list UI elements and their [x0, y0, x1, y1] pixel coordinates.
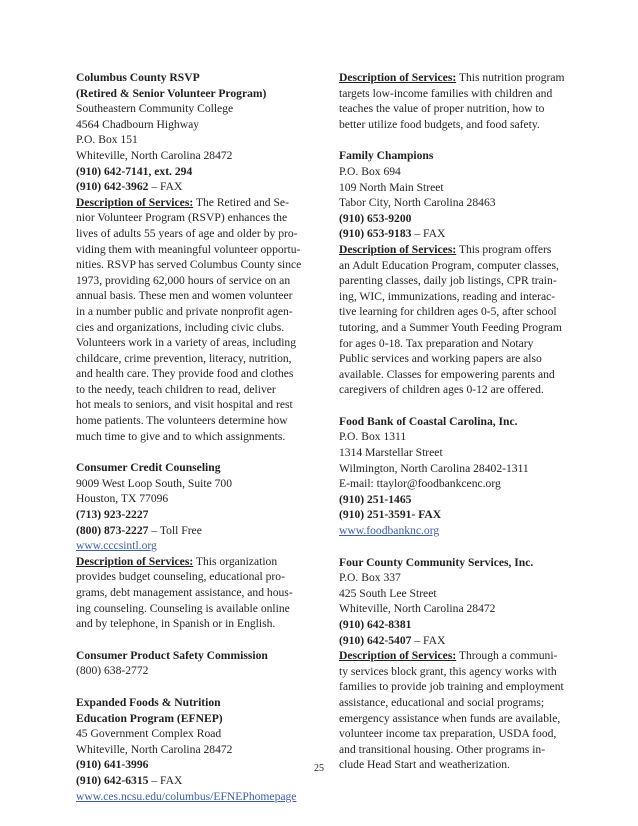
- address-line: Whiteville, North Carolina 28472: [76, 742, 233, 756]
- listing-rsvp: [76, 70, 312, 444]
- description-text: nior Volunteer Program (RSVP) enhances the: [76, 211, 288, 225]
- website-link[interactable]: www.cccsintl.org: [76, 539, 157, 553]
- address-line: Southeastern Community College: [76, 102, 234, 116]
- listing-efnep: [76, 695, 312, 804]
- description-text: in a number public and private nonprofit agen-: [76, 304, 293, 318]
- description-label: Description of Services:: [339, 649, 457, 663]
- description-text: and by telephone, in Spanish or in English.: [76, 617, 276, 631]
- description-text: ing counseling. Counseling is available online: [76, 601, 290, 615]
- address-line: 1314 Marstellar Street: [339, 446, 443, 460]
- description-text: home patients. The volunteers determine how: [76, 414, 288, 428]
- listing-title: Columbus County RSVP: [76, 71, 200, 84]
- listing-family-champions: [339, 148, 583, 398]
- address-line: 109 North Main Street: [339, 180, 444, 194]
- phone-number: (910) 641-3996: [76, 758, 149, 772]
- description-label: Description of Services:: [76, 554, 194, 568]
- description-label: Description of Services:: [76, 195, 194, 209]
- phone-number: (910) 251-1465: [339, 492, 412, 506]
- address-line: P.O. Box 694: [339, 164, 401, 178]
- description-text: tutoring, and a Summer Youth Feeding Program: [339, 320, 562, 334]
- fax-number: (910) 642-5407: [339, 633, 412, 647]
- description-text: emergency assistance when funds are available,: [339, 711, 561, 725]
- description-text: to the needy, teach children to read, deliver: [76, 382, 276, 396]
- description-text: and health care. They provide food and clothes: [76, 367, 294, 381]
- description-text: annual basis. These men and women volunteer: [76, 289, 293, 303]
- fax-number: (910) 642-6315: [76, 773, 149, 787]
- description-text: families to provide job training and employment: [339, 680, 564, 694]
- phone-number: (713) 923-2227: [76, 508, 149, 522]
- description-text: hot meals to seniors, and visit hospital and rest: [76, 398, 293, 412]
- description-text: targets low-income families with children and: [339, 86, 553, 100]
- phone-number: (910) 642-8381: [339, 618, 412, 631]
- fax-label: – FAX: [411, 227, 446, 241]
- left-column: [76, 70, 312, 804]
- listing-title: Consumer Credit Counseling: [76, 461, 221, 475]
- description-text: and transitional housing. Other programs in-: [339, 742, 546, 756]
- description-text: an Adult Education Program, computer classes,: [339, 258, 559, 272]
- description-label: Description of Services:: [339, 242, 457, 256]
- description-text: for ages 0-18. Tax preparation and Notary: [339, 336, 534, 350]
- description-text: caregivers of children ages 0-12 are offered.: [339, 383, 544, 397]
- description-text: ing, WIC, immunizations, reading and interac-: [339, 289, 556, 303]
- description-text: provides budget counseling, educational pro-: [76, 570, 285, 584]
- listing-food-bank: [339, 414, 583, 539]
- description-text: nities. RSVP has served Columbus County since: [76, 258, 302, 272]
- description-text: Through a communi-: [456, 649, 558, 663]
- description-text: tive learning for children ages 0-5, after school: [339, 305, 557, 319]
- listing-consumer-product-safety: [76, 648, 312, 679]
- description-text: clude Head Start and weatherization.: [339, 758, 510, 772]
- address-line: Whiteville, North Carolina 28472: [76, 148, 233, 162]
- listing-title: Family Champions: [339, 149, 434, 163]
- listing-title: Four County Community Services, Inc.: [339, 555, 534, 569]
- address-line: 9009 West Loop South, Suite 700: [76, 476, 233, 490]
- address-line: Houston, TX 77096: [76, 492, 169, 506]
- address-line: 4564 Chadbourn Highway: [76, 117, 200, 131]
- description-text: better utilize food budgets, and food safety.: [339, 117, 540, 131]
- description-text: This organization: [193, 554, 278, 568]
- address-line: P.O. Box 151: [76, 133, 138, 147]
- address-line: 45 Government Complex Road: [76, 727, 222, 741]
- description-text: The Retired and Se-: [193, 195, 289, 209]
- website-link[interactable]: www.ces.ncsu.edu/columbus/EFNEPhomepage: [76, 789, 297, 803]
- fax-label: – FAX: [148, 180, 183, 194]
- listing-efnep-description: [339, 70, 583, 132]
- website-link[interactable]: www.foodbanknc.org: [339, 524, 440, 538]
- description-text: lives of adults 55 years of age and older by pro-: [76, 226, 298, 240]
- toll-free-number: (800) 873-2227: [76, 523, 149, 537]
- phone-number: (800) 638-2772: [76, 664, 149, 678]
- address-line: Tabor City, North Carolina 28463: [339, 196, 496, 210]
- description-text: This program offers: [456, 242, 552, 256]
- page-number: 25: [314, 763, 324, 774]
- description-text: 1973, providing 62,000 hours of service on an: [76, 273, 291, 287]
- description-text: viding them with meaningful volunteer opportu-: [76, 242, 301, 256]
- description-text: much time to give and to which assignments.: [76, 429, 286, 443]
- right-column: [339, 70, 583, 773]
- description-text: parenting classes, daily job listings, CPR train-: [339, 274, 557, 288]
- phone-number: (910) 653-9200: [339, 211, 412, 225]
- description-text: This nutrition program: [456, 71, 565, 84]
- description-text: cies and organizations, including civic clubs.: [76, 320, 285, 334]
- description-text: assistance, educational and social programs;: [339, 695, 545, 709]
- fax-number: (910) 653-9183: [339, 227, 412, 241]
- fax-label: – FAX: [411, 633, 446, 647]
- description-text: teaches the value of proper nutrition, how to: [339, 102, 545, 116]
- fax-number: (910) 251-3591- FAX: [339, 508, 442, 522]
- fax-number: (910) 642-3962: [76, 180, 149, 194]
- address-line: P.O. Box 1311: [339, 430, 407, 444]
- description-text: childcare, crime prevention, literacy, nutrition,: [76, 351, 292, 365]
- description-text: grams, debt management assistance, and hous-: [76, 586, 293, 599]
- description-text: ty services block grant, this agency works with: [339, 664, 557, 678]
- listing-title: Education Program (EFNEP): [76, 711, 223, 725]
- description-text: available. Classes for empowering parents and: [339, 367, 555, 381]
- email-address: E-mail: ttaylor@foodbankcenc.org: [339, 477, 501, 491]
- description-text: Public services and working papers are also: [339, 352, 542, 366]
- description-label: Description of Services:: [339, 71, 457, 84]
- listing-consumer-credit-counseling: [76, 460, 312, 632]
- address-line: Wilmington, North Carolina 28402-1311: [339, 461, 529, 475]
- description-text: Volunteers work in a variety of areas, including: [76, 336, 297, 350]
- listing-title: Food Bank of Coastal Carolina, Inc.: [339, 414, 518, 428]
- address-line: Whiteville, North Carolina 28472: [339, 602, 496, 616]
- description-text: volunteer income tax preparation, USDA food,: [339, 727, 557, 741]
- address-line: P.O. Box 337: [339, 571, 401, 585]
- fax-label: – FAX: [148, 773, 183, 787]
- phone-number: (910) 642-7141, ext. 294: [76, 164, 193, 178]
- listing-subtitle: (Retired & Senior Volunteer Program): [76, 86, 267, 100]
- listing-title: Consumer Product Safety Commission: [76, 648, 268, 662]
- address-line: 425 South Lee Street: [339, 586, 437, 600]
- toll-free-label: – Toll Free: [148, 523, 202, 537]
- listing-four-county: [339, 555, 583, 773]
- listing-title: Expanded Foods & Nutrition: [76, 695, 221, 709]
